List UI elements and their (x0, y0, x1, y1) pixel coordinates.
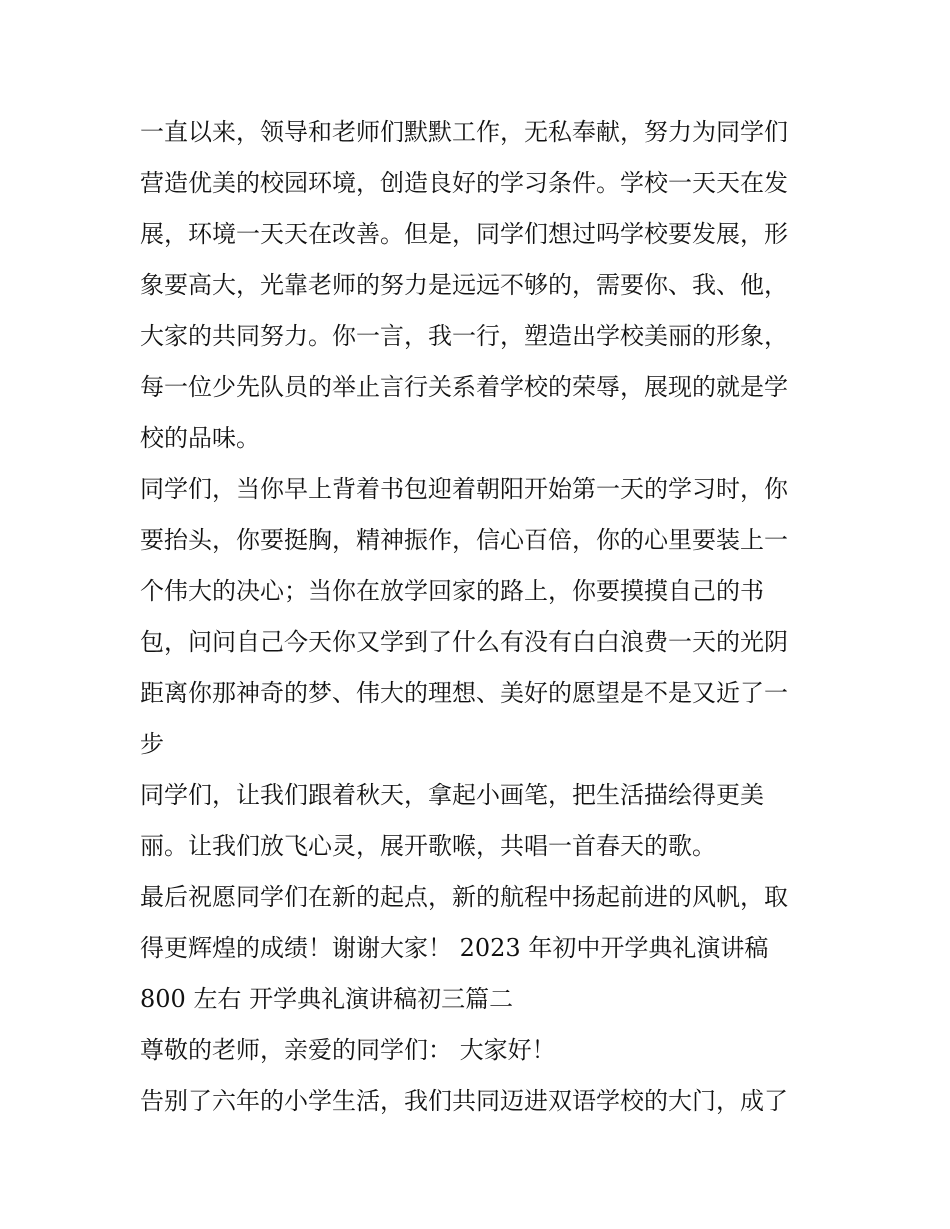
text-line: 要抬头，你要挺胸，精神振作，信心百倍，你的心里要装上一 (140, 526, 788, 554)
text-line: 尊敬的老师，亲爱的同学们： 大家好！ (140, 1036, 556, 1064)
text-line: 丽。让我们放飞心灵，展开歌喉，共唱一首春天的歌。 (140, 832, 716, 860)
text-line: 营造优美的校园环境，创造良好的学习条件。学校一天天在发 (140, 169, 788, 197)
text-line: 800 左右 开学典礼演讲稿初三篇二 (140, 985, 514, 1013)
text-line: 包，问问自己今天你又学到了什么有没有白白浪费一天的光阴 (140, 628, 788, 656)
text-line: 象要高大，光靠老师的努力是远远不够的，需要你、我、他， (140, 271, 788, 299)
text-line: 同学们，让我们跟着秋天，拿起小画笔，把生活描绘得更美 (140, 781, 764, 809)
text-line: 个伟大的决心；当你在放学回家的路上，你要摸摸自己的书 (140, 577, 764, 605)
text-line: 最后祝愿同学们在新的起点，新的航程中扬起前进的风帆，取 (140, 883, 788, 911)
text-line: 步 (140, 730, 164, 758)
text-line: 一直以来，领导和老师们默默工作，无私奉献，努力为同学们 (140, 118, 788, 146)
text-line: 校的品味。 (140, 424, 260, 452)
text-line: 大家的共同努力。你一言，我一行，塑造出学校美丽的形象， (140, 322, 788, 350)
document-body (140, 107, 820, 1127)
text-line: 每一位少先队员的举止言行关系着学校的荣辱，展现的就是学 (140, 373, 788, 401)
text-line: 同学们，当你早上背着书包迎着朝阳开始第一天的学习时，你 (140, 475, 788, 503)
text-line: 告别了六年的小学生活，我们共同迈进双语学校的大门，成了 (140, 1087, 788, 1115)
text-line: 距离你那神奇的梦、伟大的理想、美好的愿望是不是又近了一 (140, 679, 788, 707)
text-line: 得更辉煌的成绩！谢谢大家！ 2023 年初中开学典礼演讲稿 (140, 934, 769, 962)
text-line: 展，环境一天天在改善。但是，同学们想过吗学校要发展，形 (140, 220, 788, 248)
